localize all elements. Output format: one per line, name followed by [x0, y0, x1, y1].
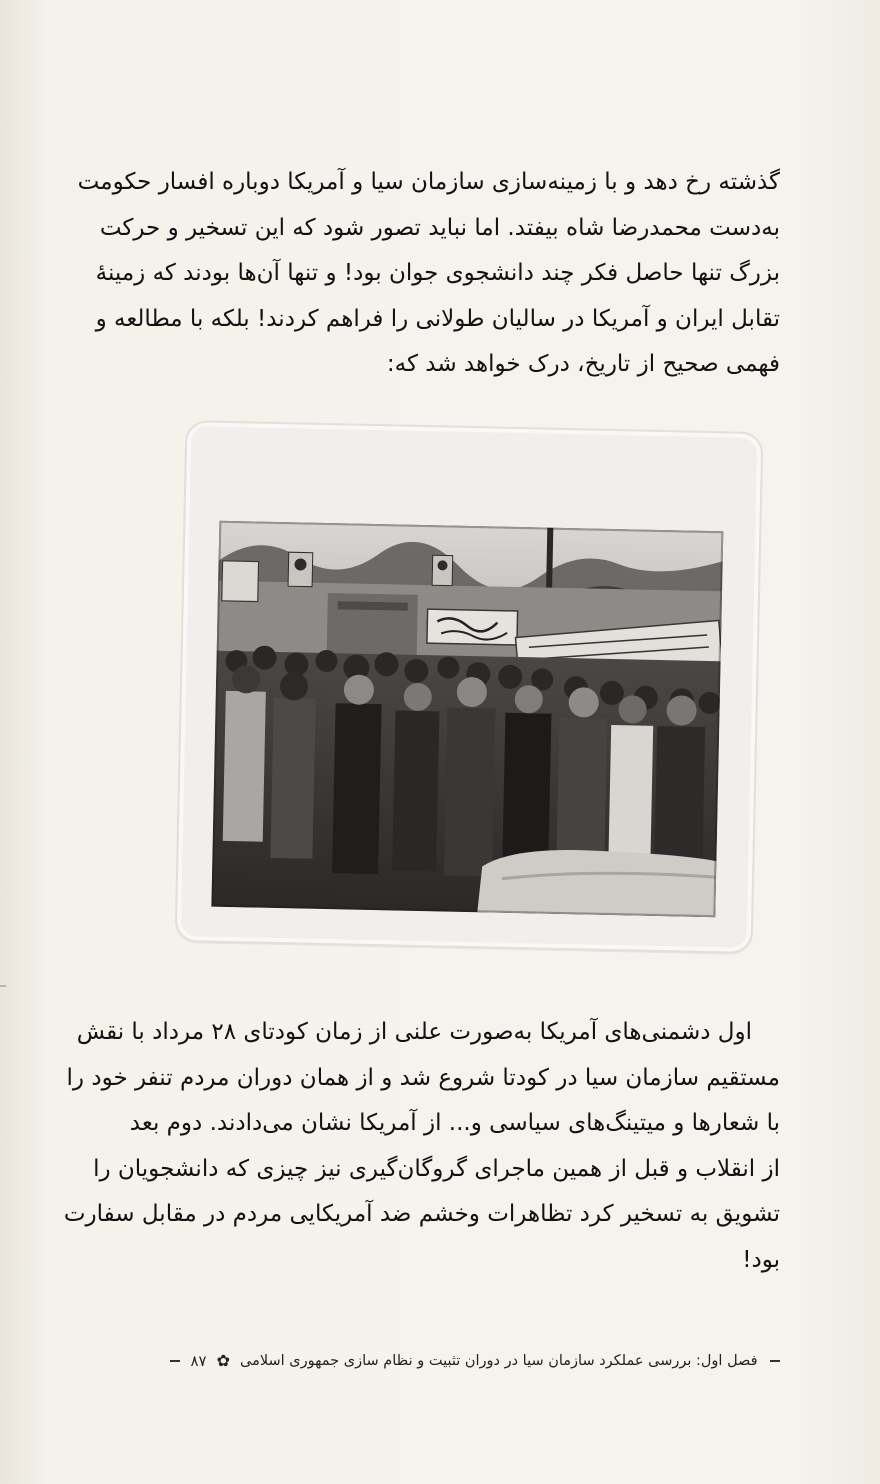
paragraph-line: بزرگ تنها حاصل فکر چند دانشجوی جوان بود! و تنها آن‌ها بودند که زمینهٔ [95, 260, 780, 286]
flower-icon: ✿ [216, 1351, 230, 1370]
page-number: ۸۷ [190, 1352, 207, 1370]
paragraph-line: اول دشمنی‌های آمریکا به‌صورت علنی از زمان کودتای ۲۸ مرداد با نقش [76, 1019, 752, 1045]
page-footer [170, 1346, 780, 1376]
photo-frame [175, 420, 764, 954]
paragraph-line: فهمی صحیح از تاریخ، درک خواهد شد که: [386, 351, 780, 377]
paragraph-line: تقابل ایران و آمریکا در سالیان طولانی را فراهم کردند! بلکه با مطالعه و [95, 305, 780, 332]
paragraph-line: گذشته رخ دهد و با زمینه‌سازی سازمان سیا و آمریکا دوباره افسار حکومت [77, 169, 780, 195]
paragraph-line: با شعارها و میتینگ‌های سیاسی و... از آمریکا نشان می‌دادند. دوم بعد [129, 1110, 780, 1136]
page-edge-mark [0, 985, 6, 987]
footer-rule-left [170, 1360, 180, 1362]
protest-photo-drawing [211, 521, 723, 917]
paragraph-bottom [63, 1010, 780, 1283]
chapter-title: فصل اول: بررسی عملکرد سازمان سیا در دوران تثبیت و نظام سازی جمهوری اسلامی [239, 1353, 758, 1369]
paragraph-line: بود! [742, 1246, 780, 1273]
footer-rule-right [770, 1360, 780, 1362]
paragraph-top [77, 160, 780, 388]
paragraph-line: مستقیم سازمان سیا در کودتا شروع شد و از همان دوران مردم تنفر خود را [66, 1064, 780, 1091]
protest-photo [211, 521, 723, 917]
paragraph-line: از انقلاب و قبل از همین ماجرای گروگان‌گیری نیز چیزی که دانشجویان را [93, 1155, 780, 1182]
paragraph-line: به‌دست محمدرضا شاه بیفتد. اما نباید تصور شود که این تسخیر و حرکت [99, 214, 780, 241]
paragraph-line: تشویق به تسخیر کرد تظاهرات وخشم ضد آمریکایی مردم در مقابل سفارت [63, 1201, 780, 1227]
